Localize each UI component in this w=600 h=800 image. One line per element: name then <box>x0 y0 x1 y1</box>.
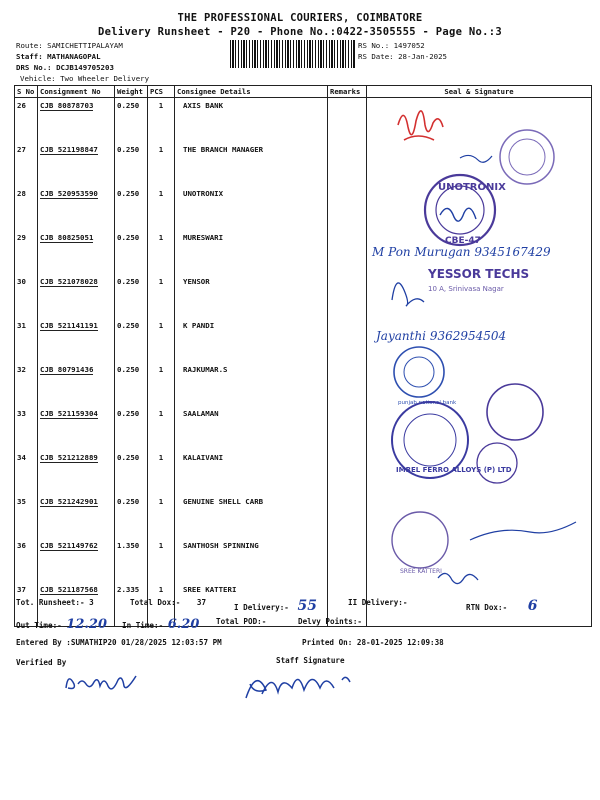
col-remarks: Remarks <box>328 86 367 98</box>
cell-pcs: 1 <box>148 98 175 143</box>
cell-pcs: 1 <box>148 582 175 627</box>
tot-runsheet <box>16 598 94 607</box>
cell-sno: 28 <box>15 186 38 230</box>
rs-no-label: RS No.: <box>358 41 390 50</box>
col-consignee: Consignee Details <box>175 86 328 98</box>
cell-seal <box>367 494 592 538</box>
cell-seal <box>367 538 592 582</box>
printed-on <box>302 638 444 647</box>
cell-pcs: 1 <box>148 318 175 362</box>
table-header-row <box>15 86 592 98</box>
total-pod-label: Total POD:- <box>216 617 267 626</box>
staff-label: Staff: <box>16 52 43 61</box>
rs-no-line <box>358 41 425 50</box>
cell-weight: 0.250 <box>115 362 148 406</box>
table-row <box>15 494 592 538</box>
entered-by-value: SUMATHIP20 01/28/2025 12:03:57 PM <box>70 638 222 647</box>
cell-pcs: 1 <box>148 362 175 406</box>
consignment-no: CJB 80878703 <box>40 101 94 110</box>
cell-weight: 0.250 <box>115 274 148 318</box>
cell-seal <box>367 274 592 318</box>
consignment-no: CJB 521212889 <box>40 453 98 462</box>
cell-remarks <box>328 450 367 494</box>
cell-consignee: SANTHOSH SPINNING <box>175 538 328 582</box>
cell-pcs: 1 <box>148 538 175 582</box>
cell-pcs: 1 <box>148 186 175 230</box>
entered-by <box>16 638 222 647</box>
consignment-no: CJB 521198847 <box>40 145 98 154</box>
cell-consignment <box>38 538 115 582</box>
cell-sno: 34 <box>15 450 38 494</box>
in-time-label: In Time:- <box>122 621 164 630</box>
vehicle-value: Two Wheeler Delivery <box>60 74 150 83</box>
handwritten-row29: M Pon Murugan 9345167429 <box>372 245 551 259</box>
cell-remarks <box>328 318 367 362</box>
cell-weight: 0.250 <box>115 186 148 230</box>
table-row <box>15 142 592 186</box>
cell-consignment <box>38 450 115 494</box>
delvy-points-label: Delvy Points:- <box>298 617 363 626</box>
cell-seal <box>367 142 592 186</box>
cell-remarks <box>328 142 367 186</box>
in-time <box>122 617 199 632</box>
cell-weight: 0.250 <box>115 406 148 450</box>
i-delivery <box>234 598 317 614</box>
cell-pcs: 1 <box>148 274 175 318</box>
out-time-label: Out Time:- <box>16 621 62 630</box>
cell-consignee: YENSOR <box>175 274 328 318</box>
cell-sno: 37 <box>15 582 38 627</box>
rs-date-line <box>358 52 447 61</box>
cell-consignment <box>38 362 115 406</box>
cell-weight: 0.250 <box>115 318 148 362</box>
vehicle-label: Vehicle: <box>20 74 56 83</box>
drs-value: DCJB149705203 <box>56 63 114 72</box>
cell-weight: 0.250 <box>115 494 148 538</box>
cell-consignment <box>38 494 115 538</box>
cell-remarks <box>328 98 367 143</box>
cell-weight: 0.250 <box>115 142 148 186</box>
cell-seal <box>367 318 592 362</box>
table-row <box>15 362 592 406</box>
consignment-no: CJB 521141191 <box>40 321 98 330</box>
cell-seal <box>367 186 592 230</box>
cell-sno: 32 <box>15 362 38 406</box>
table-row <box>15 98 592 143</box>
pnb-stamp-text: punjab national bank <box>398 400 457 406</box>
cell-consignee: THE BRANCH MANAGER <box>175 142 328 186</box>
cell-consignee: GENUINE SHELL CARB <box>175 494 328 538</box>
verified-by-signature <box>60 668 180 698</box>
cell-seal <box>367 362 592 406</box>
cell-seal <box>367 230 592 274</box>
cell-consignee: KALAIVANI <box>175 450 328 494</box>
cell-pcs: 1 <box>148 494 175 538</box>
consignment-no: CJB 521078028 <box>40 277 98 286</box>
route-label: Route: <box>16 41 43 50</box>
table-row <box>15 318 592 362</box>
tot-runsheet-label: Tot. Runsheet:- <box>16 598 85 607</box>
rs-no-value: 1497052 <box>393 41 425 50</box>
cell-remarks <box>328 494 367 538</box>
cell-remarks <box>328 406 367 450</box>
col-pcs: PCS <box>148 86 175 98</box>
cell-consignee: SAALAMAN <box>175 406 328 450</box>
cell-weight: 0.250 <box>115 230 148 274</box>
cell-remarks <box>328 538 367 582</box>
runsheet-subtitle: Delivery Runsheet - P20 - Phone No.:0422-3505555 - Page No.:3 <box>98 26 502 38</box>
runsheet-table <box>14 85 592 627</box>
cell-weight: 0.250 <box>115 450 148 494</box>
tot-runsheet-value: 3 <box>89 598 94 607</box>
table-row <box>15 230 592 274</box>
out-time-value: 12.20 <box>66 617 108 632</box>
col-consignment: Consignment No <box>38 86 115 98</box>
rs-date-label: RS Date: <box>358 52 394 61</box>
cell-seal <box>367 406 592 450</box>
vehicle-line <box>20 74 149 83</box>
verified-by-label: Verified By <box>16 658 67 667</box>
consignment-no: CJB 520953590 <box>40 189 98 198</box>
cell-sno: 35 <box>15 494 38 538</box>
printed-on-label: Printed On: <box>302 638 353 647</box>
cell-consignment <box>38 274 115 318</box>
consignment-no: CJB 80825051 <box>40 233 94 242</box>
i-delivery-value: 55 <box>297 598 317 614</box>
unotronix-stamp-top: UNOTRONIX <box>438 182 506 193</box>
consignment-no: CJB 80791436 <box>40 365 94 374</box>
rtn-dox-label: RTN Dox:- <box>466 603 508 612</box>
i-delivery-label: I Delivery:- <box>234 603 289 612</box>
table-row <box>15 186 592 230</box>
delvy-points <box>298 617 362 626</box>
cell-seal <box>367 450 592 494</box>
col-weight: Weight <box>115 86 148 98</box>
out-time <box>16 617 107 632</box>
cell-consignment <box>38 318 115 362</box>
cell-consignee: SREE KATTERI <box>175 582 328 627</box>
table-row <box>15 450 592 494</box>
company-title: THE PROFESSIONAL COURIERS, COIMBATORE <box>177 12 423 24</box>
rtn-dox-value: 6 <box>527 598 538 614</box>
cell-remarks <box>328 230 367 274</box>
cell-consignment <box>38 98 115 143</box>
cell-pcs: 1 <box>148 230 175 274</box>
cell-consignee: UNOTRONIX <box>175 186 328 230</box>
cell-weight: 0.250 <box>115 98 148 143</box>
staff-line <box>16 52 101 61</box>
ii-delivery-label: II Delivery:- <box>348 598 408 607</box>
total-dox <box>130 598 206 607</box>
staff-signature <box>238 668 378 708</box>
drs-line <box>16 63 114 72</box>
yessor-stamp-address: 10 A, Srinivasa Nagar <box>428 285 504 293</box>
cell-weight: 1.350 <box>115 538 148 582</box>
cell-consignee: RAJKUMAR.S <box>175 362 328 406</box>
in-time-value: 6.20 <box>167 617 200 632</box>
cell-weight: 2.335 <box>115 582 148 627</box>
cell-sno: 29 <box>15 230 38 274</box>
rs-date-value: 28-Jan-2025 <box>398 52 448 61</box>
cell-remarks <box>328 274 367 318</box>
printed-on-value: 28-01-2025 12:09:38 <box>356 638 444 647</box>
yessor-stamp-name: YESSOR TECHS <box>428 267 530 281</box>
cell-sno: 33 <box>15 406 38 450</box>
consignment-no: CJB 521149762 <box>40 541 98 550</box>
cell-remarks <box>328 362 367 406</box>
cell-sno: 26 <box>15 98 38 143</box>
col-sno: S No <box>15 86 38 98</box>
ferro-stamp-text: IMREL FERRO ALLOYS (P) LTD <box>396 466 512 474</box>
staff-value: MATHANAGOPAL <box>47 52 101 61</box>
cell-consignee: K PANDI <box>175 318 328 362</box>
sree-stamp-text: SREE KATTERI <box>400 568 442 575</box>
table-row <box>15 406 592 450</box>
cell-consignee: MURESWARI <box>175 230 328 274</box>
ii-delivery <box>348 598 407 607</box>
total-pod <box>216 617 266 626</box>
cell-consignment <box>38 142 115 186</box>
entered-by-label: Entered By : <box>16 638 71 647</box>
route-line <box>16 41 123 50</box>
cell-sno: 30 <box>15 274 38 318</box>
cell-pcs: 1 <box>148 142 175 186</box>
total-dox-label: Total Dox:- <box>130 598 181 607</box>
consignment-no: CJB 521187568 <box>40 585 98 594</box>
col-seal: Seal & Signature <box>367 86 592 98</box>
barcode <box>230 40 355 68</box>
table-row <box>15 538 592 582</box>
cell-pcs: 1 <box>148 406 175 450</box>
cell-consignment <box>38 406 115 450</box>
total-dox-value: 37 <box>196 598 207 607</box>
route-value: SAMICHETTIPALAYAM <box>47 41 123 50</box>
cell-pcs: 1 <box>148 450 175 494</box>
cell-consignee: AXIS BANK <box>175 98 328 143</box>
consignment-no: CJB 521159304 <box>40 409 98 418</box>
staff-signature-label: Staff Signature <box>276 656 345 665</box>
rtn-dox <box>466 598 537 614</box>
cell-sno: 31 <box>15 318 38 362</box>
cell-consignment <box>38 186 115 230</box>
cell-consignment <box>38 230 115 274</box>
cell-seal <box>367 98 592 143</box>
cell-sno: 36 <box>15 538 38 582</box>
unotronix-stamp-bottom: CBE-47 <box>445 236 481 246</box>
consignment-no: CJB 521242901 <box>40 497 98 506</box>
cell-remarks <box>328 186 367 230</box>
table-row <box>15 274 592 318</box>
drs-label: DRS No.: <box>16 63 52 72</box>
handwritten-row31: Jayanthi 9362954504 <box>376 329 507 343</box>
cell-sno: 27 <box>15 142 38 186</box>
